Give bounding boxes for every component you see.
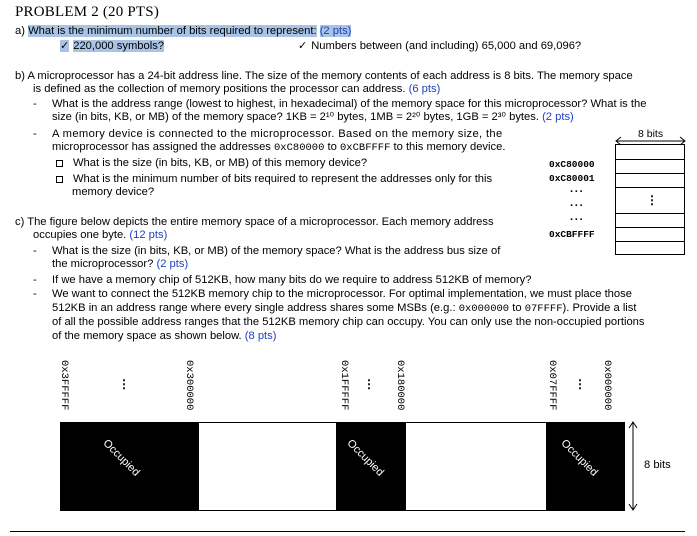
- part-c-q3-points: (8 pts): [244, 330, 277, 342]
- map-dots-3: ⋮: [574, 377, 586, 391]
- part-b-text-2: is defined as the collection of memory positions the processor can address.: [33, 83, 406, 95]
- bottom-divider: [10, 531, 685, 532]
- part-c-q3-text-2b: ). Provide a list: [562, 302, 637, 314]
- map-address-1: 0x300000: [183, 360, 195, 411]
- part-a-option-2: [298, 40, 581, 53]
- part-b-points: (6 pts): [408, 83, 441, 95]
- part-c-q3-text-1: We want to connect the 512KB memory chip to the microprocessor. For optimal implementation, we must place those: [52, 288, 632, 300]
- part-c-line-1: [15, 216, 494, 229]
- occupied-label: Occupied: [100, 437, 142, 479]
- part-a-option-1-text: 220,000 symbols?: [73, 40, 165, 52]
- part-c-text-2: occupies one byte.: [33, 229, 127, 241]
- check-icon: ✓: [298, 40, 308, 52]
- occupied-label: Occupied: [558, 437, 600, 479]
- memory-width-label: 8 bits: [638, 128, 664, 140]
- memory-addr-bottom: 0xCBFFFF: [549, 229, 595, 240]
- part-b-q1-text-2: size (in bits, KB, or MB) of the memory space? 1KB = 2¹⁰ bytes, 1MB = 2²⁰ bytes, 1GB = 2³⁰ bytes.: [52, 111, 539, 123]
- part-b-sub-2-line-2: memory device?: [72, 186, 155, 198]
- part-b-q1-text-1: What is the address range (lowest to highest, in hexadecimal) of the memory space for this microprocessor? What is the: [52, 98, 647, 110]
- part-b-q2-addr-1: 0xC80000: [274, 142, 325, 154]
- part-c-q3-line-2: [52, 302, 637, 316]
- part-c-q3-text-2a: 512KB in an address range where every single address shares some MSBs (e.g.:: [52, 302, 456, 314]
- memory-addr-top-1: 0xC80000: [549, 159, 595, 170]
- part-c-text-1: The figure below depicts the entire memory space of a microprocessor. Each memory address: [27, 216, 494, 228]
- part-c-q1-text-1: What is the size (in bits, KB, or MB) of the memory space? What is the address bus size of: [52, 245, 501, 257]
- part-b-q1-points: (2 pts): [542, 111, 574, 123]
- part-c-q3-to: to: [512, 302, 522, 314]
- part-b-q2-line-1: - A memory device is connected to the microprocessor. Based on the memory size, the: [33, 128, 503, 140]
- part-b-sub-2-text-1: What is the minimum number of bits required to represent the addresses only for this: [73, 173, 493, 185]
- part-b-q1-line-1: - What is the address range (lowest to highest, in hexadecimal) of the memory space for this microprocessor? What is the: [33, 98, 647, 110]
- part-c-q1-text-2: the microprocessor?: [52, 258, 154, 270]
- part-b-q2-to: to: [327, 141, 337, 153]
- part-c-q1-points: (2 pts): [156, 258, 189, 270]
- memory-dots-3: ···: [570, 214, 585, 226]
- part-b-sub-1: [56, 157, 367, 170]
- memory-addr-top-2: 0xC80001: [549, 173, 595, 184]
- part-a-option-1: [60, 40, 164, 53]
- part-c-q2-text: If we have a memory chip of 512KB, how many bits do we require to address 512KB of memory?: [52, 274, 532, 286]
- square-bullet-icon: [56, 160, 63, 167]
- map-address-5: 0x000000: [601, 360, 613, 411]
- part-b-q2-text-2b: to this memory device.: [393, 141, 506, 153]
- part-c-q3-line-1: - We want to connect the 512KB memory chip to the microprocessor. For optimal implementation, we must place those: [33, 288, 632, 300]
- map-height-arrow: [626, 420, 640, 512]
- part-c-q3-line-3: of all the possible address ranges that the 512KB memory chip can occupy. You can only use the non-occupied portions: [52, 316, 645, 328]
- map-segment-occupied-1: [60, 422, 199, 511]
- vertical-dots-icon: ⋮: [646, 193, 658, 207]
- memory-dots-1: ···: [570, 186, 585, 198]
- part-a-prefix: a): [15, 25, 25, 37]
- part-b-q2-text-2a: microprocessor has assigned the addresses: [52, 141, 271, 153]
- part-c-q3-example-1: 0x000000: [458, 303, 510, 315]
- memory-dots-2: ···: [570, 200, 585, 212]
- memory-device-box: [615, 144, 685, 255]
- map-address-3: 0x180000: [394, 360, 406, 411]
- part-c-q1-line-2: [52, 258, 188, 271]
- map-address-2: 0x1FFFFF: [338, 360, 350, 411]
- square-bullet-icon: [56, 176, 63, 183]
- part-c-q3-line-4: [52, 330, 277, 343]
- map-segment-free-2: [406, 422, 546, 511]
- part-b-sub-2: [56, 173, 492, 186]
- part-a-text: What is the minimum number of bits required to represent:: [28, 25, 317, 37]
- map-dots-1: ⋮: [118, 377, 130, 391]
- map-address-0: 0x3FFFFF: [58, 360, 70, 411]
- part-a-points: (2 pts): [319, 25, 352, 37]
- part-b-q2-text-1: A memory device is connected to the microprocessor. Based on the memory size, the: [52, 128, 503, 140]
- part-b-line-1: [15, 70, 633, 83]
- map-address-4: 0x07FFFF: [546, 360, 558, 411]
- part-c-points: (12 pts): [129, 229, 168, 241]
- part-c-q3-example-2: 07FFFF: [524, 303, 563, 315]
- occupied-label: Occupied: [344, 437, 386, 479]
- part-c-line-2: [33, 229, 167, 242]
- part-c-q2: - If we have a memory chip of 512KB, how many bits do we require to address 512KB of memory?: [33, 274, 532, 286]
- map-segment-occupied-2: [336, 422, 406, 511]
- part-b-sub-1-text: What is the size (in bits, KB, or MB) of this memory device?: [73, 157, 368, 169]
- part-b-q1-line-2: [52, 111, 574, 124]
- part-a-question: [15, 25, 351, 38]
- map-width-label: 8 bits: [644, 459, 671, 471]
- check-icon: ✓: [60, 40, 70, 52]
- part-a-option-2-text: Numbers between (and including) 65,000 and 69,096?: [311, 40, 582, 52]
- part-c-prefix: c): [15, 216, 25, 228]
- problem-title: PROBLEM 2 (20 PTS): [15, 4, 160, 20]
- part-b-prefix: b): [15, 70, 25, 82]
- part-c-q3-text-4: of the memory space as shown below.: [52, 330, 242, 342]
- part-b-q2-addr-2: 0xCBFFFF: [339, 142, 391, 154]
- part-b-q2-line-2: [52, 141, 505, 155]
- part-b-line-2: [33, 83, 440, 96]
- part-b-text-1: A microprocessor has a 24-bit address line. The size of the memory contents of each address is 8 bits. The memory space: [27, 70, 633, 82]
- map-segment-occupied-3: [546, 422, 625, 511]
- part-c-q1-line-1: - What is the size (in bits, KB, or MB) of the memory space? What is the address bus size of: [33, 245, 501, 257]
- map-dots-2: ⋮: [363, 377, 375, 391]
- map-segment-free-1: [199, 422, 336, 511]
